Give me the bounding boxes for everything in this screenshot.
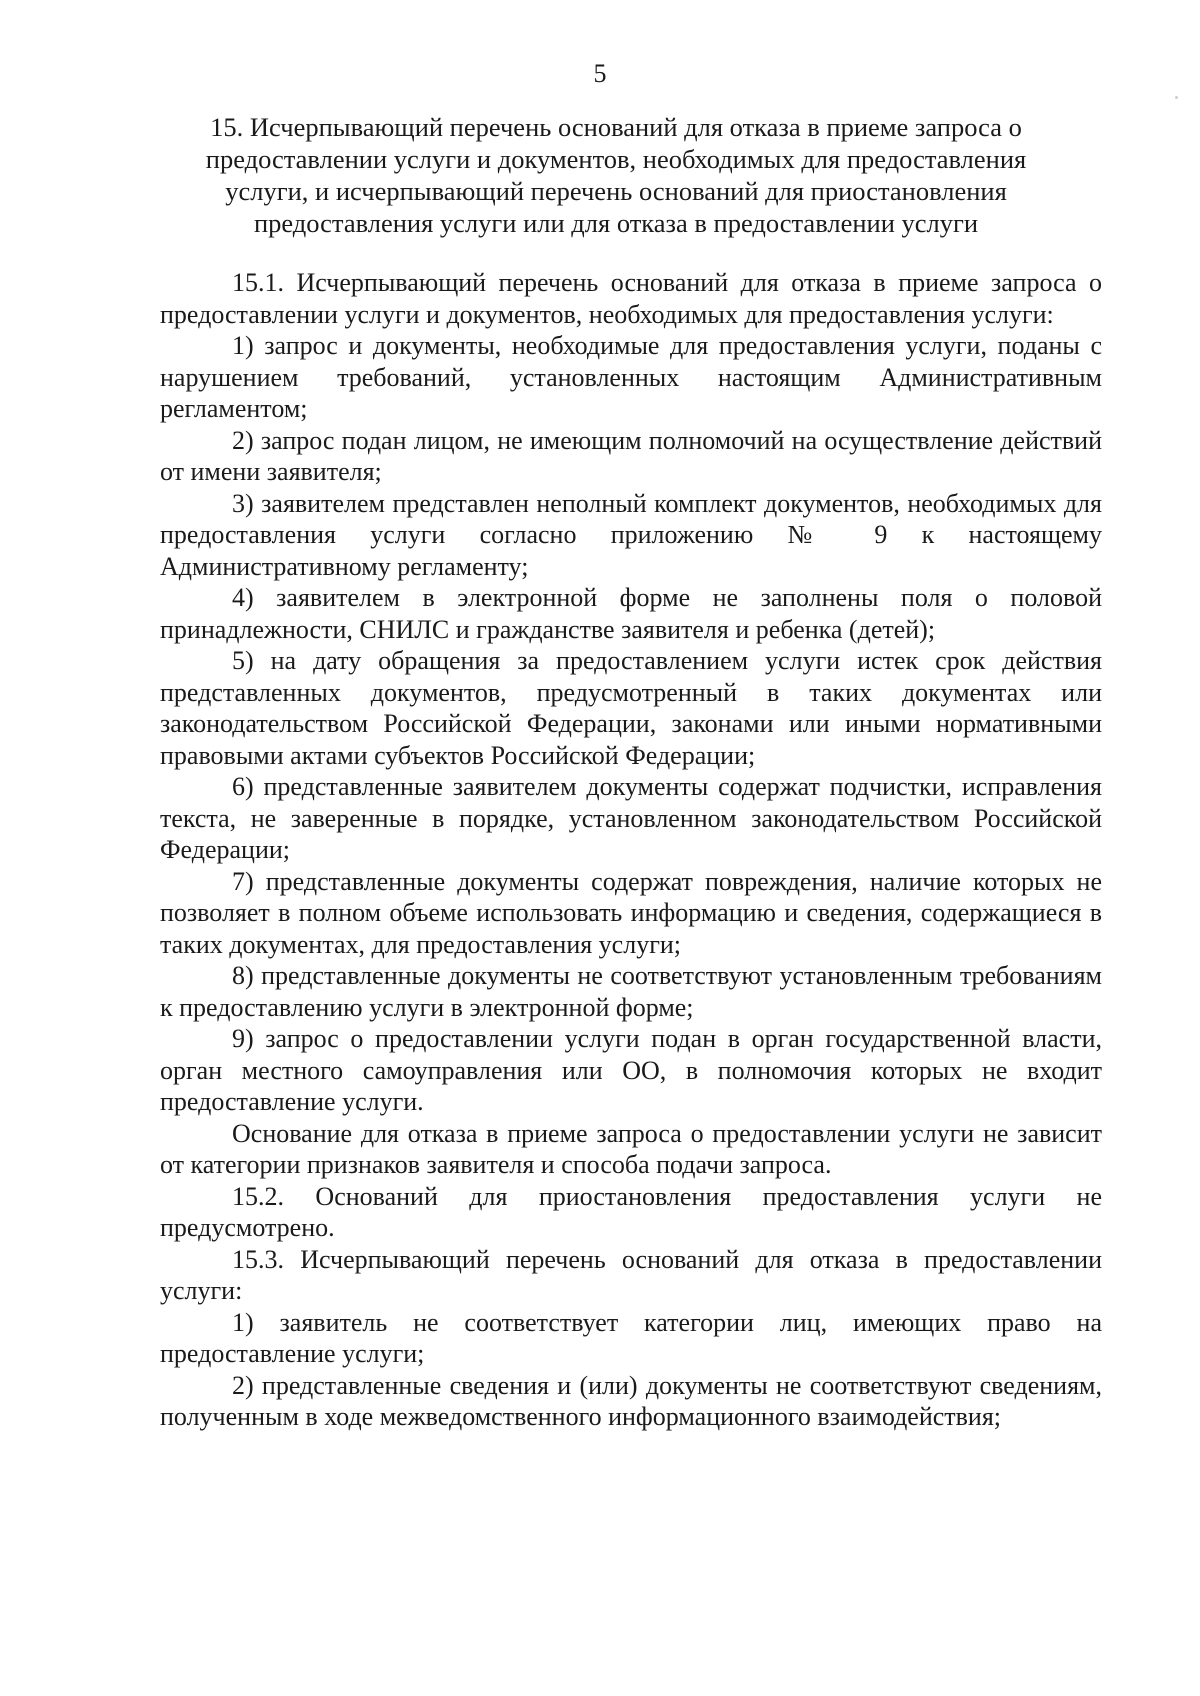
list-item-6: 6) представленные заявителем документы содержат подчистки, исправления текста, не заверенные в порядке, установленном законодательством Российской Федерации;: [160, 772, 1102, 864]
list-item-9: 9) запрос о предоставлении услуги подан в орган государственной власти, орган местного самоуправления или ОО, в полномочия которых не входит предоставление услуги.: [160, 1024, 1102, 1116]
paragraph-refusal-basis: Основание для отказа в приеме запроса о предоставлении услуги не зависит от категории признаков заявителя и способа подачи запроса.: [160, 1118, 1102, 1179]
list-item-5: 5) на дату обращения за предоставлением услуги истек срок действия представленных документов, предусмотренный в таких документах или законодательством Российской Федерации, законами или иными нормативными правовыми актами субъектов Российской Федерации;: [160, 646, 1102, 770]
refusal-item-2: 2) представленные сведения и (или) документы не соответствуют сведениям, полученным в ходе межведомственного информационного взаимодействия;: [160, 1370, 1102, 1431]
refusal-item-1: 1) заявитель не соответствует категории лиц, имеющих право на предоставление услуги;: [160, 1307, 1102, 1368]
paragraph-15-1-intro: 15.1. Исчерпывающий перечень оснований для отказа в приеме запроса о предоставлении услуги и документов, необходимых для предоставления услуги:: [160, 268, 1102, 329]
list-item-8: 8) представленные документы не соответствуют установленным требованиям к предоставлению услуги в электронной форме;: [160, 961, 1102, 1022]
list-item-2: 2) запрос подан лицом, не имеющим полномочий на осуществление действий от имени заявителя;: [160, 425, 1102, 486]
scan-edge-mark: [1175, 96, 1178, 99]
list-item-7: 7) представленные документы содержат повреждения, наличие которых не позволяет в полном объеме использовать информацию и сведения, содержащиеся в таких документах, для предоставления услуги;: [160, 866, 1102, 959]
list-item-3: 3) заявителем представлен неполный комплект документов, необходимых для предоставления услуги согласно приложению № 9 к настоящему Административному регламенту;: [160, 488, 1102, 581]
paragraph-15-2: 15.2. Оснований для приостановления предоставления услуги не предусмотрено.: [160, 1181, 1102, 1242]
list-item-4: 4) заявителем в электронной форме не заполнены поля о половой принадлежности, СНИЛС и гражданстве заявителя и ребенка (детей);: [160, 583, 1102, 644]
section-heading: 15. Исчерпывающий перечень оснований для отказа в приеме запроса о предоставлении услуги и документов, необходимых для предоставления услуги, и исчерпывающий перечень оснований для приостановления предоставления услуги или для отказа в предоставлении услуги: [205, 112, 1027, 238]
page-number: 5: [593, 59, 607, 88]
list-item-1: 1) запрос и документы, необходимые для предоставления услуги, поданы с нарушением требований, установленных настоящим Административным регламентом;: [160, 331, 1102, 423]
paragraph-15-3-intro: 15.3. Исчерпывающий перечень оснований для отказа в предоставлении услуги:: [160, 1244, 1102, 1305]
document-body: [160, 267, 1102, 1433]
